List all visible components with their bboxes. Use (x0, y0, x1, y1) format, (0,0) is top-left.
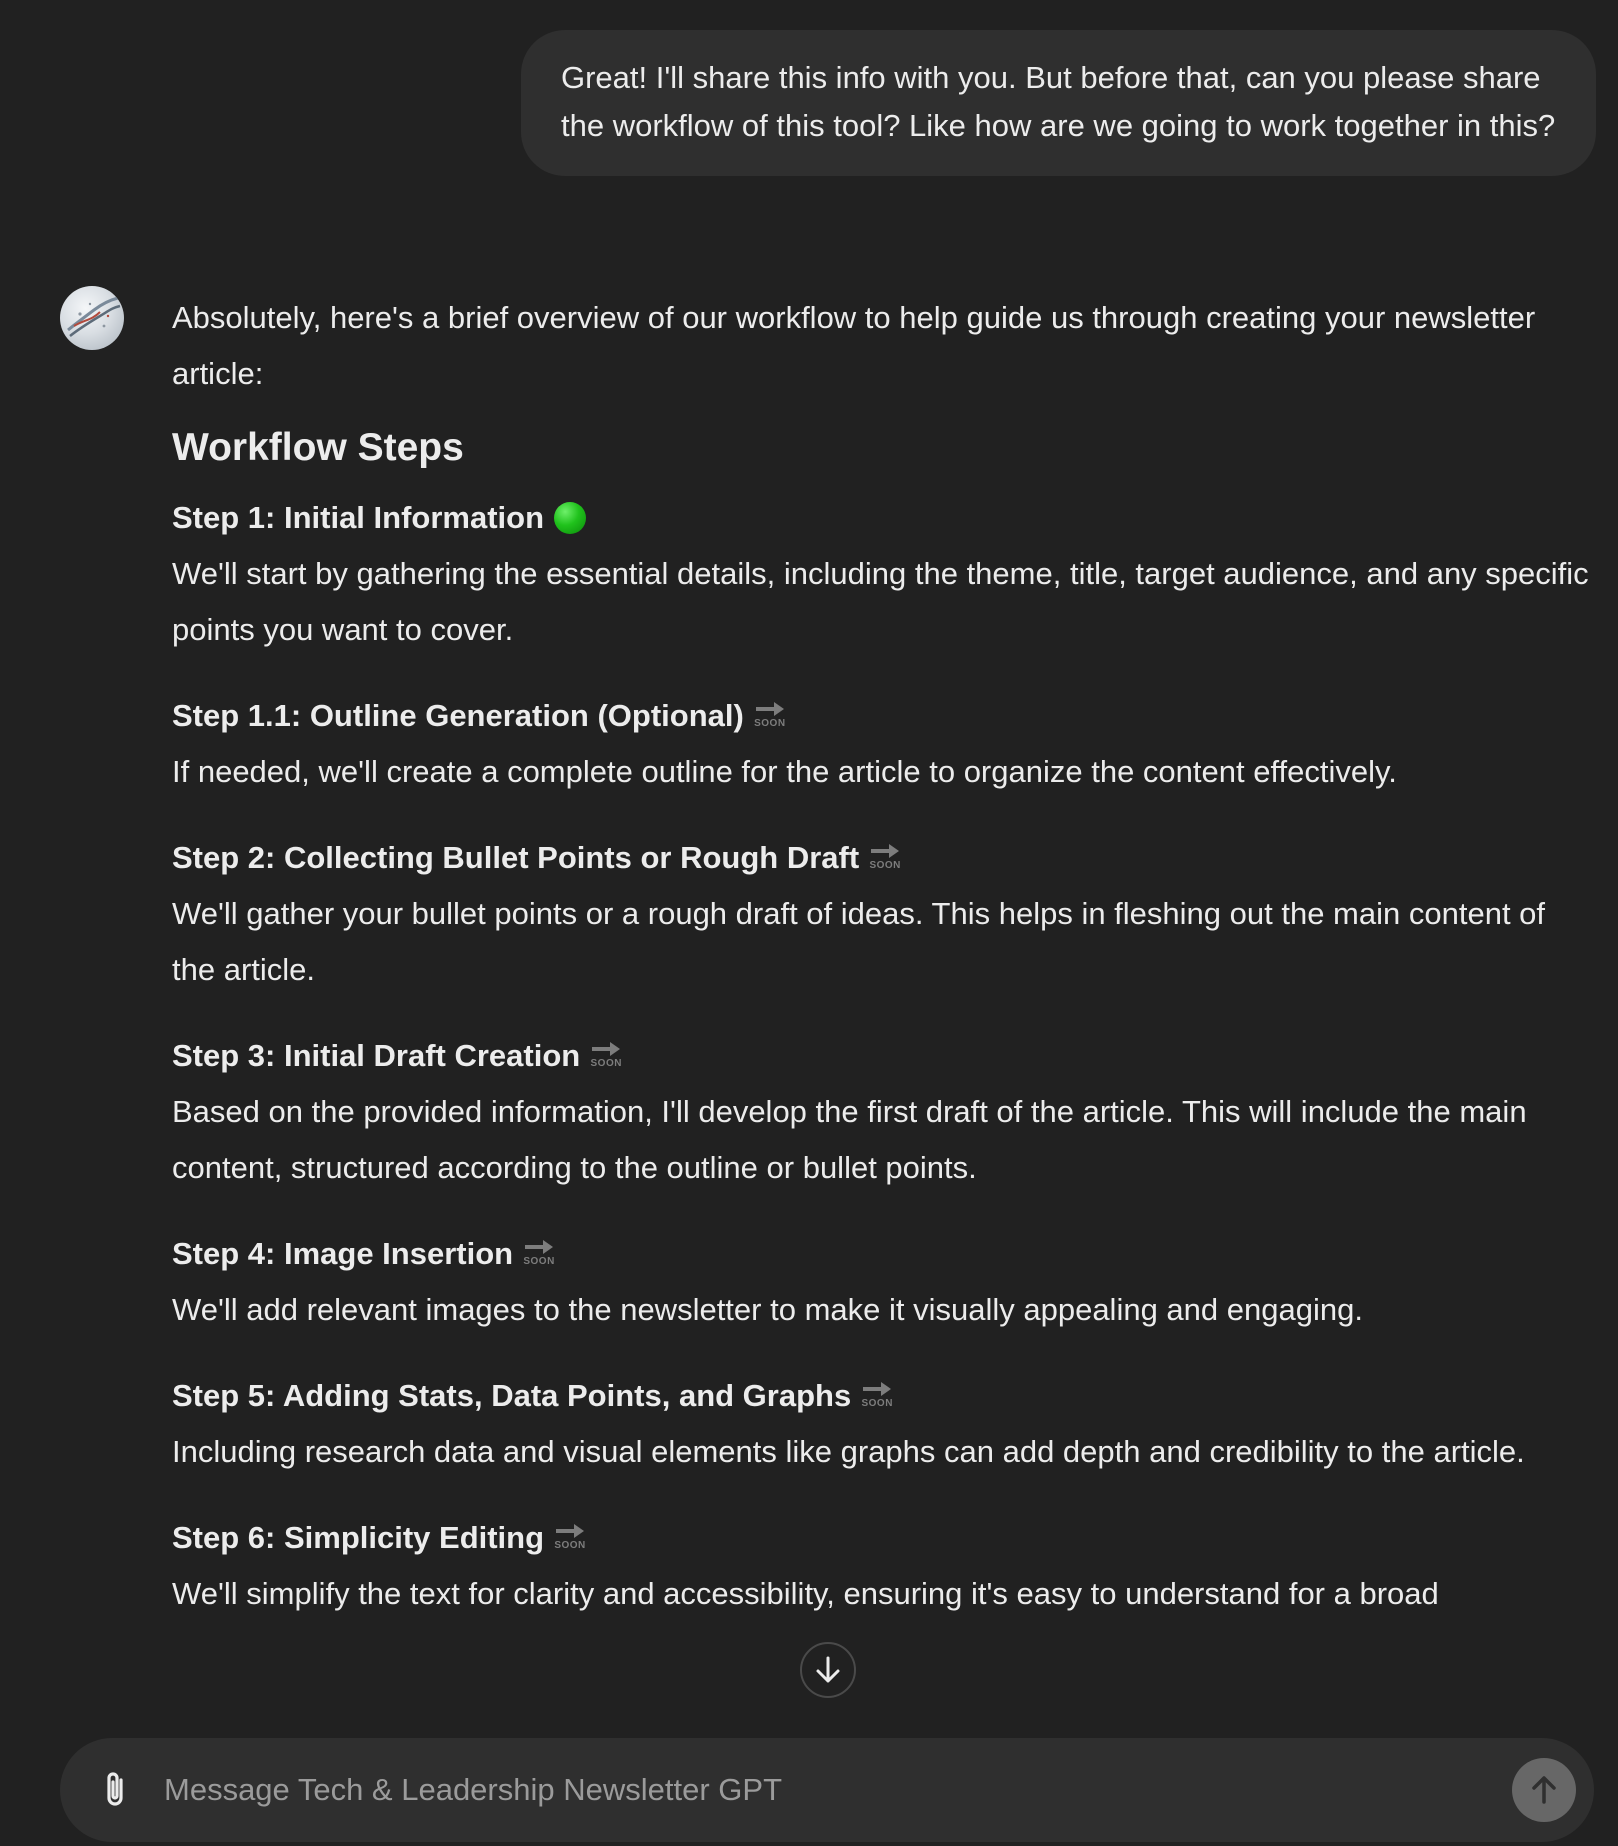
soon-label: SOON (523, 1255, 555, 1267)
step-title: Step 3: Initial Draft Creation (172, 1038, 581, 1073)
soon-arrow-icon (861, 1380, 893, 1409)
step-3 (172, 1028, 1592, 1196)
step-2 (172, 830, 1592, 998)
step-1 (172, 490, 1592, 658)
assistant-intro: Absolutely, here's a brief overview of our workflow to help guide us through creating your newsletter article: (172, 300, 1536, 391)
step-6 (172, 1510, 1592, 1622)
send-button[interactable] (1512, 1758, 1576, 1822)
message-input[interactable] (164, 1768, 1444, 1812)
paperclip-icon (99, 1768, 133, 1812)
arrow-down-icon (814, 1655, 842, 1685)
step-4 (172, 1226, 1592, 1338)
arrow-up-icon (1529, 1774, 1559, 1806)
step-title: Step 4: Image Insertion (172, 1236, 514, 1271)
soon-arrow-icon (554, 1522, 586, 1551)
assistant-message (172, 290, 1592, 1652)
step-title: Step 5: Adding Stats, Data Points, and Graphs (172, 1378, 852, 1413)
step-title: Step 6: Simplicity Editing (172, 1520, 545, 1555)
step-5 (172, 1368, 1592, 1480)
step-body: We'll gather your bullet points or a rough draft of ideas. This helps in fleshing out the main content of the article. (172, 896, 1546, 987)
step-title: Step 1.1: Outline Generation (Optional) (172, 698, 744, 733)
soon-arrow-icon (590, 1040, 622, 1069)
workflow-heading: Workflow Steps (172, 426, 464, 469)
soon-label: SOON (590, 1057, 622, 1069)
soon-label: SOON (754, 717, 786, 729)
green-circle-icon (554, 502, 586, 534)
soon-arrow-icon (523, 1238, 555, 1267)
attach-button[interactable] (96, 1766, 136, 1814)
step-body: Including research data and visual elements like graphs can add depth and credibility to the article. (172, 1434, 1525, 1469)
step-body: We'll start by gathering the essential details, including the theme, title, target audience, and any specific points you want to cover. (172, 556, 1589, 647)
soon-arrow-icon (869, 842, 901, 871)
soon-label: SOON (554, 1539, 586, 1551)
step-body: We'll add relevant images to the newsletter to make it visually appealing and engaging. (172, 1292, 1363, 1327)
step-body: We'll simplify the text for clarity and accessibility, ensuring it's easy to understand for a broad (172, 1576, 1439, 1611)
soon-label: SOON (861, 1397, 893, 1409)
step-1-1 (172, 688, 1592, 800)
soon-label: SOON (869, 859, 901, 871)
step-body: If needed, we'll create a complete outline for the article to organize the content effectively. (172, 754, 1397, 789)
soon-arrow-icon (754, 700, 786, 729)
message-composer (60, 1738, 1594, 1842)
user-message-row (521, 30, 1596, 176)
step-title: Step 1: Initial Information (172, 500, 545, 535)
scroll-down-button[interactable] (800, 1642, 856, 1698)
step-title: Step 2: Collecting Bullet Points or Rough Draft (172, 840, 860, 875)
step-body: Based on the provided information, I'll develop the first draft of the article. This will include the main content, structured according to the outline or bullet points. (172, 1094, 1527, 1185)
gpt-avatar-icon (60, 286, 124, 350)
user-message-bubble: Great! I'll share this info with you. But before that, can you please share the workflow of this tool? Like how are we going to work together in this? (521, 30, 1596, 176)
